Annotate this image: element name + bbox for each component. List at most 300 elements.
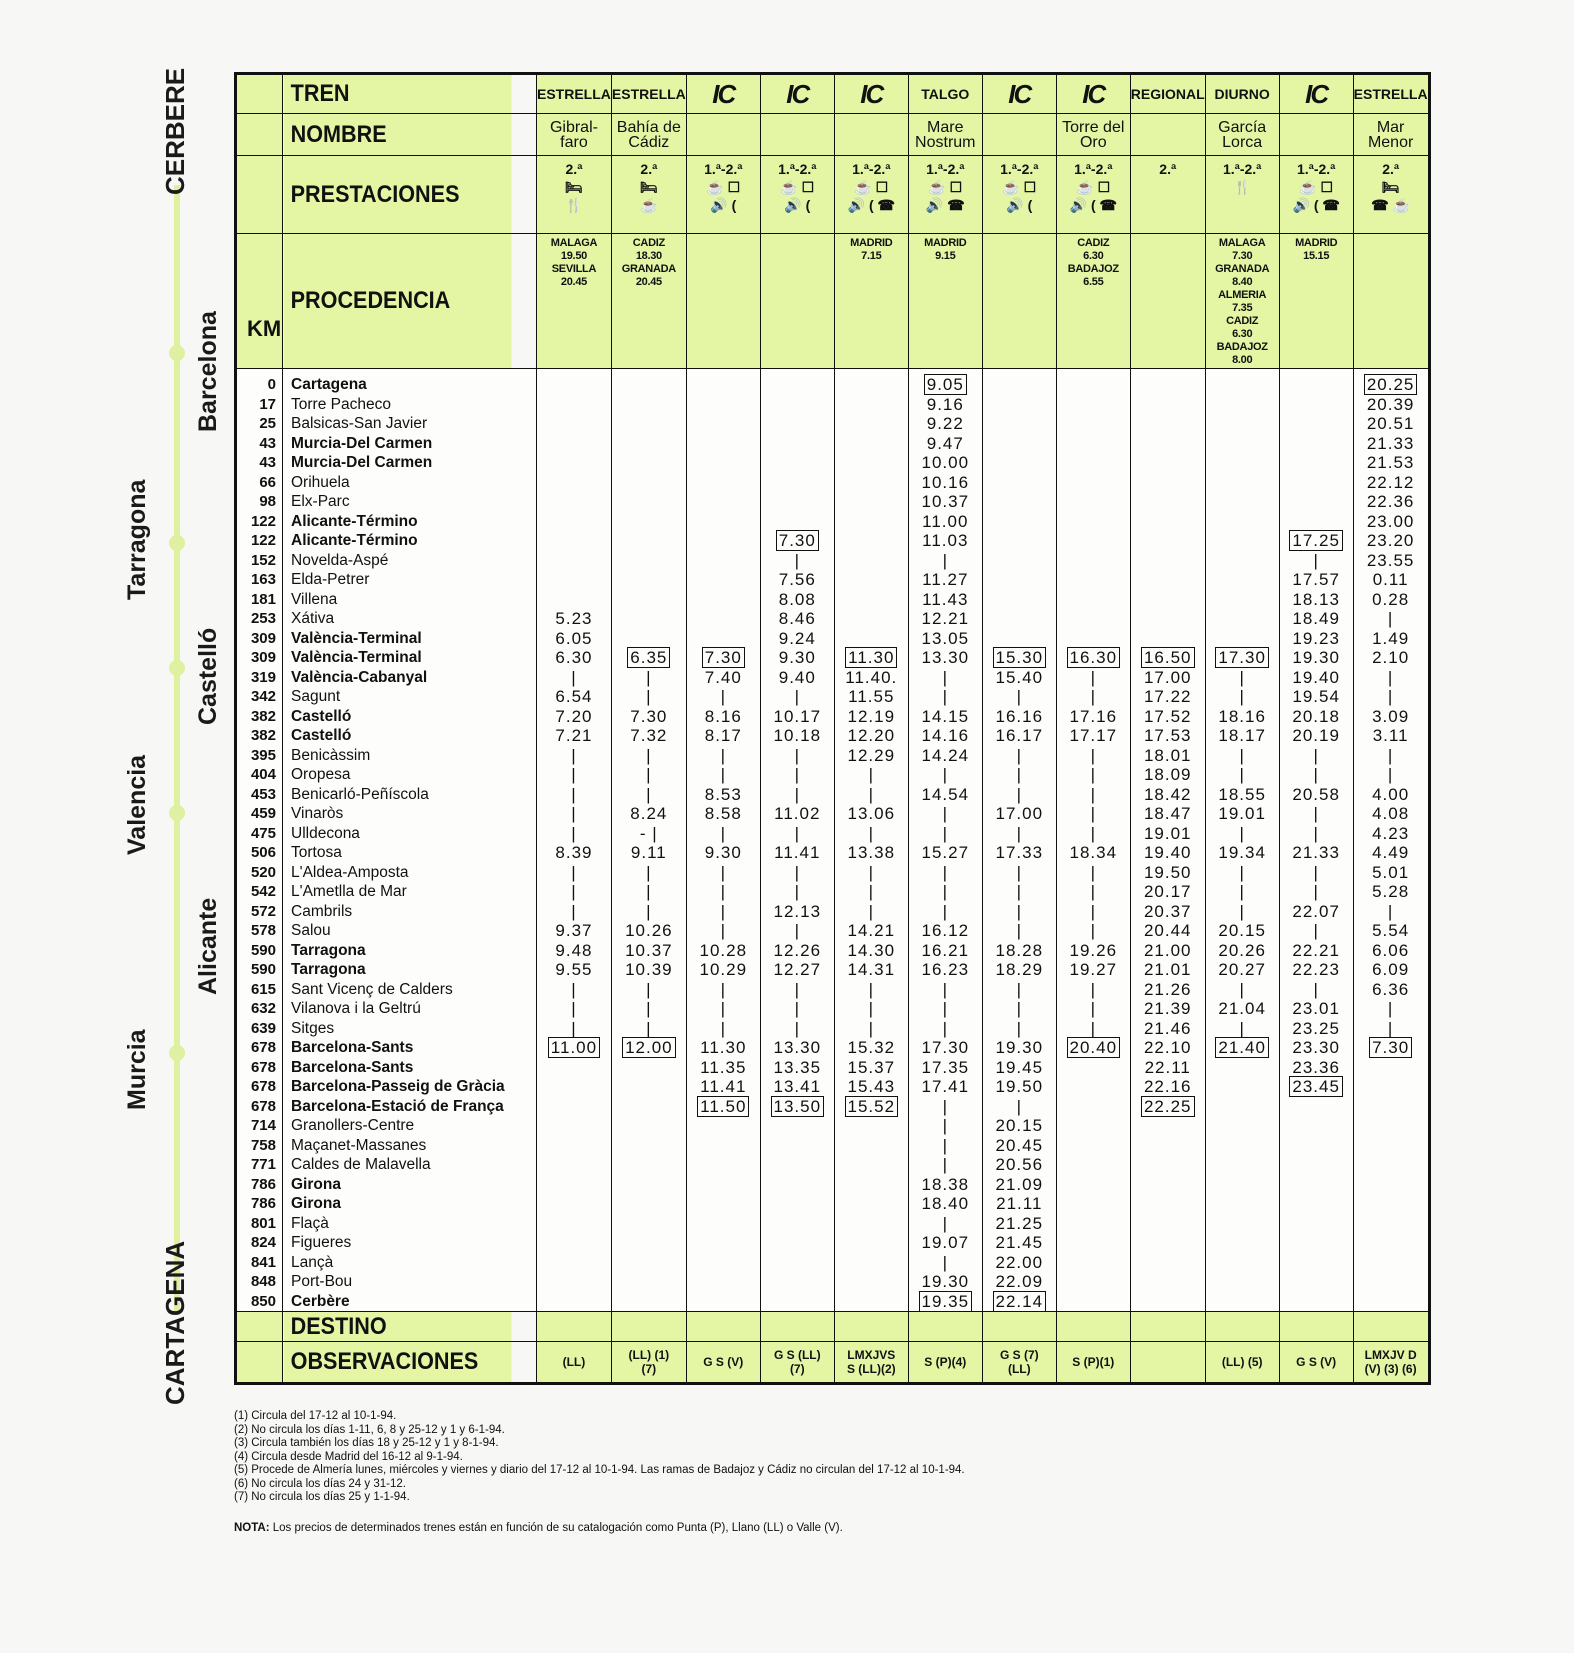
departure-time-value: | [720, 745, 726, 765]
departure-time [612, 434, 686, 454]
departure-time-value: | [1239, 823, 1245, 843]
price-note-text: Los precios de determinados trenes están en función de su catalogación como Punta (P), Llano (LL) o Valle (V). [272, 1522, 843, 1534]
departure-time-value: | [942, 1252, 948, 1272]
departure-time-value: 19.40 [1292, 667, 1340, 687]
departure-time [1206, 863, 1279, 883]
departure-time [537, 1077, 611, 1097]
departure-time-value: 16.17 [995, 726, 1044, 745]
departure-time [983, 1097, 1056, 1117]
departure-time [1131, 375, 1205, 395]
departure-time [1057, 648, 1130, 668]
departure-time [909, 473, 982, 493]
departure-time-value: | [646, 687, 652, 706]
route-stop-dot [169, 805, 185, 821]
departure-time [1131, 1097, 1205, 1117]
departure-time [1206, 1214, 1279, 1234]
departure-time-value: 17.41 [921, 1077, 970, 1096]
departure-time [761, 960, 834, 980]
departure-time [612, 1136, 686, 1156]
departure-time [983, 1175, 1056, 1195]
departure-time [537, 1194, 611, 1214]
departure-time [909, 999, 982, 1019]
departure-time-value: 23.36 [1292, 1057, 1340, 1077]
departure-time [537, 473, 611, 493]
departure-time [761, 863, 834, 883]
departure-time-value: 20.40 [1067, 1037, 1121, 1058]
departure-time [1280, 473, 1353, 493]
station-name: Sitges [291, 1019, 335, 1037]
departure-time [537, 590, 611, 610]
departure-time [761, 590, 834, 610]
departure-time [1354, 921, 1428, 941]
observaciones-cell: (LL) (1) (7) [611, 1342, 686, 1384]
departure-time-value: 15.27 [921, 843, 970, 862]
prestaciones-cell: 2.ª 🛏 ☎ ☕ [1353, 156, 1429, 234]
departure-time [1354, 980, 1428, 1000]
departure-time-value: | [646, 862, 652, 882]
departure-time [1131, 1077, 1205, 1097]
departure-time-value: | [794, 1018, 800, 1038]
procedencia-cell: MALAGA 19.50 SEVILLA 20.45 [537, 234, 612, 369]
departure-time [909, 707, 982, 727]
departure-time [1206, 395, 1279, 415]
departure-time [612, 726, 686, 746]
departure-time-value: 18.42 [1143, 784, 1192, 804]
departure-time [1057, 1136, 1130, 1156]
timetable-row [236, 74, 1430, 114]
departure-time [1354, 395, 1428, 415]
station-name: Alicante-Término [291, 512, 418, 530]
departure-time [687, 843, 760, 863]
departure-time [1206, 648, 1279, 668]
departure-time-value: | [942, 667, 948, 687]
departure-time [1206, 960, 1279, 980]
departure-time-value: 10.29 [699, 960, 748, 979]
departure-time [835, 843, 908, 863]
departure-time [983, 804, 1056, 824]
departure-time [983, 473, 1056, 493]
departure-time [983, 434, 1056, 454]
train-times-column [908, 369, 982, 1312]
departure-time-value: 21.33 [1292, 843, 1340, 862]
departure-time [1131, 921, 1205, 941]
departure-time-value: 17.30 [921, 1038, 970, 1057]
departure-time-value: 9.30 [778, 648, 816, 667]
departure-time [761, 726, 834, 746]
departure-time [612, 921, 686, 941]
departure-time [537, 687, 611, 707]
departure-time [835, 453, 908, 473]
prestaciones-cell: 1.ª-2.ª ☕ ☐ 🔊 ( ☎ [834, 156, 908, 234]
departure-time [1206, 1175, 1279, 1195]
departure-time [612, 941, 686, 961]
departure-time [909, 531, 982, 551]
departure-time-value: 23.45 [1289, 1076, 1343, 1097]
departure-time [1057, 1292, 1130, 1312]
departure-time-value: 7.40 [704, 667, 742, 687]
departure-time [1206, 843, 1279, 863]
departure-time-value: 21.04 [1218, 999, 1266, 1018]
departure-time [687, 1136, 760, 1156]
departure-time [761, 629, 834, 649]
departure-time-value: 17.17 [1069, 726, 1118, 745]
route-city-label: Valencia [123, 754, 151, 855]
departure-time [1354, 726, 1428, 746]
departure-time-value: | [1016, 687, 1022, 706]
train-times-column [537, 369, 612, 1312]
nombre-cell: Bahía de Cádiz [611, 114, 686, 156]
departure-time [537, 1292, 611, 1312]
departure-time-value: 7.30 [776, 530, 819, 551]
departure-time [1206, 804, 1279, 824]
departure-time [1206, 629, 1279, 649]
departure-time-value: 6.09 [1372, 960, 1410, 979]
departure-time [612, 453, 686, 473]
timetable-row [236, 114, 1430, 156]
departure-time [1280, 804, 1353, 824]
departure-time [1057, 824, 1130, 844]
departure-time-value: 19.26 [1069, 940, 1118, 960]
departure-time [1131, 843, 1205, 863]
departure-time [687, 999, 760, 1019]
nombre-cell [982, 114, 1056, 156]
procedencia-cell: MALAGA 7.30 GRANADA 8.40 ALMERIA 7.35 CADIZ 6.30 BADAJOZ 8.00 [1205, 234, 1279, 369]
departure-time-value: 13.30 [773, 1038, 822, 1057]
train-times-column [1205, 369, 1279, 1312]
station-name: Salou [291, 922, 331, 939]
departure-time [983, 1233, 1056, 1253]
departure-time-value: | [942, 901, 948, 921]
station-name: Cerbère [291, 1292, 350, 1310]
departure-time-value: 22.00 [995, 1252, 1044, 1272]
departure-time [835, 1292, 908, 1312]
departure-time [537, 1038, 611, 1058]
departure-time [761, 414, 834, 434]
departure-time [1057, 1097, 1130, 1117]
departure-time-value: 17.33 [995, 843, 1044, 862]
departure-time-value: | [942, 1135, 948, 1155]
departure-time-value: 1.49 [1372, 628, 1410, 648]
departure-time-value: 22.25 [1141, 1096, 1195, 1117]
departure-time [687, 1214, 760, 1234]
departure-time [909, 746, 982, 766]
procedencia-cell [1130, 234, 1205, 369]
departure-time [1131, 1233, 1205, 1253]
station-name: Alicante-Término [291, 532, 418, 549]
departure-time-value: | [1387, 901, 1394, 921]
departure-time [983, 999, 1056, 1019]
departure-time-value: 9.48 [555, 940, 593, 960]
departure-time [1206, 1077, 1279, 1097]
departure-time [983, 629, 1056, 649]
departure-time [1280, 1116, 1353, 1136]
departure-time [761, 999, 834, 1019]
departure-time [1057, 843, 1130, 863]
departure-time [761, 941, 834, 961]
departure-time-value: 18.40 [921, 1194, 970, 1213]
departure-time [1206, 707, 1279, 727]
departure-time [1206, 1233, 1279, 1253]
station-name: Cartagena [291, 376, 367, 393]
station-name: Castelló [291, 707, 352, 725]
departure-time [835, 1116, 908, 1136]
departure-time [1131, 1175, 1205, 1195]
departure-time-value: 21.39 [1143, 999, 1192, 1018]
departure-time-value: | [1090, 882, 1096, 901]
departure-time [1131, 902, 1205, 922]
destino-cell [537, 1312, 612, 1342]
departure-time [1206, 531, 1279, 551]
departure-time [687, 570, 760, 590]
departure-time [983, 1253, 1056, 1273]
observaciones-cell: S (P)(4) [908, 1342, 982, 1384]
departure-time-value: 9.05 [924, 374, 967, 395]
departure-time [537, 629, 611, 649]
departure-time [537, 726, 611, 746]
departure-time-value: 14.30 [847, 940, 896, 960]
departure-time [1131, 1272, 1205, 1292]
departure-time [612, 980, 686, 1000]
departure-time [983, 590, 1056, 610]
departure-time [1057, 1194, 1130, 1214]
destino-cell [686, 1312, 760, 1342]
departure-time [1057, 785, 1130, 805]
departure-time-value: 19.01 [1143, 823, 1192, 843]
departure-time-value: | [1090, 784, 1096, 804]
departure-time [1206, 1019, 1279, 1039]
departure-time [835, 902, 908, 922]
departure-time-value: | [942, 862, 948, 882]
timetable-row [236, 156, 1430, 234]
departure-time-value: 21.45 [995, 1233, 1044, 1252]
departure-time [537, 1155, 611, 1175]
departure-time-value: 19.34 [1218, 843, 1266, 862]
departure-time-value: | [571, 1018, 577, 1038]
destino-cell [1130, 1312, 1205, 1342]
departure-time [1131, 570, 1205, 590]
station-name: Caldes de Malavella [291, 1156, 431, 1173]
departure-time-value: | [868, 784, 874, 804]
route-strip [110, 60, 220, 1410]
departure-time-value: 9.40 [778, 667, 816, 687]
departure-time-value: 17.00 [995, 804, 1044, 823]
departure-time [687, 512, 760, 532]
departure-time-value: | [646, 784, 652, 804]
departure-time [983, 902, 1056, 922]
departure-time [537, 1233, 611, 1253]
departure-time [1057, 1019, 1130, 1039]
tren-cell: IC [834, 74, 908, 114]
departure-time-value: | [868, 765, 874, 784]
departure-time [1354, 414, 1428, 434]
departure-time-value: 22.23 [1292, 960, 1340, 979]
departure-time [537, 1214, 611, 1234]
station-name: L'Aldea-Amposta [291, 863, 409, 881]
departure-time-value: 2.10 [1372, 648, 1410, 667]
destino-cell [1353, 1312, 1429, 1342]
departure-time [1206, 1155, 1279, 1175]
departure-time [983, 882, 1056, 902]
departure-time [983, 512, 1056, 532]
departure-time-value: | [942, 1155, 948, 1174]
departure-time [761, 551, 834, 571]
departure-time-value: 23.20 [1366, 531, 1415, 550]
departure-time-value: | [1387, 687, 1394, 706]
departure-time-value: 20.19 [1292, 726, 1340, 745]
departure-time [537, 570, 611, 590]
departure-time-value: 11.02 [774, 804, 821, 823]
departure-time [835, 999, 908, 1019]
departure-time [761, 824, 834, 844]
departure-time-value: | [1090, 667, 1096, 687]
departure-time-value: 12.29 [847, 745, 896, 765]
departure-time [761, 1077, 834, 1097]
tren-cell: IC [760, 74, 834, 114]
departure-time-value: - | [639, 823, 658, 843]
departure-time [1280, 1097, 1353, 1117]
station-name: Tarragona [291, 941, 366, 959]
departure-time [761, 980, 834, 1000]
departure-time [687, 590, 760, 610]
departure-time-value: 6.06 [1372, 940, 1410, 960]
departure-time-value: 15.52 [845, 1096, 899, 1117]
departure-time [612, 804, 686, 824]
departure-time [1280, 902, 1353, 922]
timetable-row [236, 234, 1430, 369]
departure-time [612, 609, 686, 629]
departure-time [1057, 1253, 1130, 1273]
departure-time [1131, 726, 1205, 746]
departure-time [612, 512, 686, 532]
departure-time [687, 1019, 760, 1039]
departure-time-value: | [942, 1213, 948, 1233]
departure-time [983, 453, 1056, 473]
departure-time [1280, 434, 1353, 454]
departure-time [1131, 1136, 1205, 1156]
departure-time [1354, 1058, 1428, 1078]
departure-time [1131, 1214, 1205, 1234]
departure-time [1280, 707, 1353, 727]
departure-time [1280, 551, 1353, 571]
departure-time [687, 531, 760, 551]
departure-time [1131, 551, 1205, 571]
departure-time [1057, 1214, 1130, 1234]
departure-time-value: | [1239, 745, 1245, 765]
station-name: Tarragona [291, 961, 366, 978]
departure-time-value: | [1313, 823, 1319, 843]
departure-time-value: 22.09 [995, 1272, 1044, 1291]
station-name: Novelda-Aspé [291, 551, 389, 569]
departure-time [835, 395, 908, 415]
departure-time-value: 11.35 [700, 1057, 747, 1077]
departure-time [1057, 1155, 1130, 1175]
departure-time [1057, 1175, 1130, 1195]
departure-time [687, 453, 760, 473]
departure-time-value: | [571, 765, 577, 784]
departure-time [1354, 1175, 1428, 1195]
departure-time [1280, 960, 1353, 980]
departure-time-value: | [794, 784, 800, 804]
departure-time [909, 1194, 982, 1214]
departure-time-value: 7.56 [778, 570, 816, 589]
departure-time [761, 921, 834, 941]
departure-time-value: 5.01 [1372, 862, 1410, 882]
departure-time [612, 668, 686, 688]
departure-time-value: | [720, 921, 726, 940]
departure-time-value: 21.00 [1143, 940, 1192, 960]
departure-time-value: 0.11 [1372, 570, 1409, 589]
departure-time [761, 1116, 834, 1136]
departure-time [1206, 726, 1279, 746]
departure-time-value: 23.25 [1292, 1018, 1340, 1038]
departure-time [761, 492, 834, 512]
departure-time [1206, 1116, 1279, 1136]
departure-time [1354, 668, 1428, 688]
procedencia-cell: MADRID 15.15 [1279, 234, 1353, 369]
departure-time [835, 512, 908, 532]
departure-time-value: 18.28 [995, 940, 1044, 960]
departure-time-value: 11.41 [700, 1077, 747, 1096]
station-name: Oropesa [291, 766, 351, 783]
departure-time [1057, 960, 1130, 980]
departure-time [537, 999, 611, 1019]
departure-time [1280, 648, 1353, 668]
departure-time-value: 21.46 [1143, 1018, 1192, 1038]
departure-time-value: | [646, 745, 652, 765]
tren-label: TREN [283, 74, 512, 114]
departure-time [537, 1175, 611, 1195]
prestaciones-cell: 1.ª-2.ª ☕ ☐ 🔊 ( [686, 156, 760, 234]
departure-time [687, 395, 760, 415]
departure-time-value: 7.32 [630, 726, 668, 745]
departure-time [1057, 980, 1130, 1000]
departure-time-value: | [794, 979, 800, 999]
departure-time [835, 1136, 908, 1156]
departure-time-value: 13.30 [921, 648, 970, 667]
departure-time [687, 902, 760, 922]
departure-time [909, 882, 982, 902]
departure-time-value: | [1090, 999, 1096, 1018]
route-city-label: Castelló [194, 627, 222, 725]
departure-time-value: 19.30 [995, 1038, 1044, 1057]
timetable [234, 72, 1431, 1385]
departure-time [909, 1097, 982, 1117]
departure-time-value: 8.46 [778, 609, 816, 628]
departure-time-value: 12.13 [773, 901, 822, 921]
station-name: Cambrils [291, 902, 353, 920]
departure-time [612, 687, 686, 707]
departure-time-value: | [720, 862, 726, 882]
departure-time-value: | [720, 882, 726, 901]
departure-time-value: 11.00 [548, 1037, 600, 1058]
departure-time [612, 1233, 686, 1253]
departure-time [1280, 785, 1353, 805]
station-name: Granollers-Centre [291, 1117, 415, 1134]
departure-time [761, 1272, 834, 1292]
departure-time-value: 21.53 [1366, 453, 1415, 472]
departure-time-value: 18.01 [1143, 745, 1192, 765]
departure-time-value: | [868, 862, 874, 882]
departure-time-value: | [646, 1018, 652, 1038]
departure-time [537, 414, 611, 434]
departure-time [1354, 1233, 1428, 1253]
departure-time [983, 375, 1056, 395]
departure-time [1206, 785, 1279, 805]
departure-time [537, 1136, 611, 1156]
departure-time-value: | [1090, 1018, 1096, 1038]
departure-time [835, 414, 908, 434]
station-name: Maçanet-Massanes [291, 1136, 427, 1154]
